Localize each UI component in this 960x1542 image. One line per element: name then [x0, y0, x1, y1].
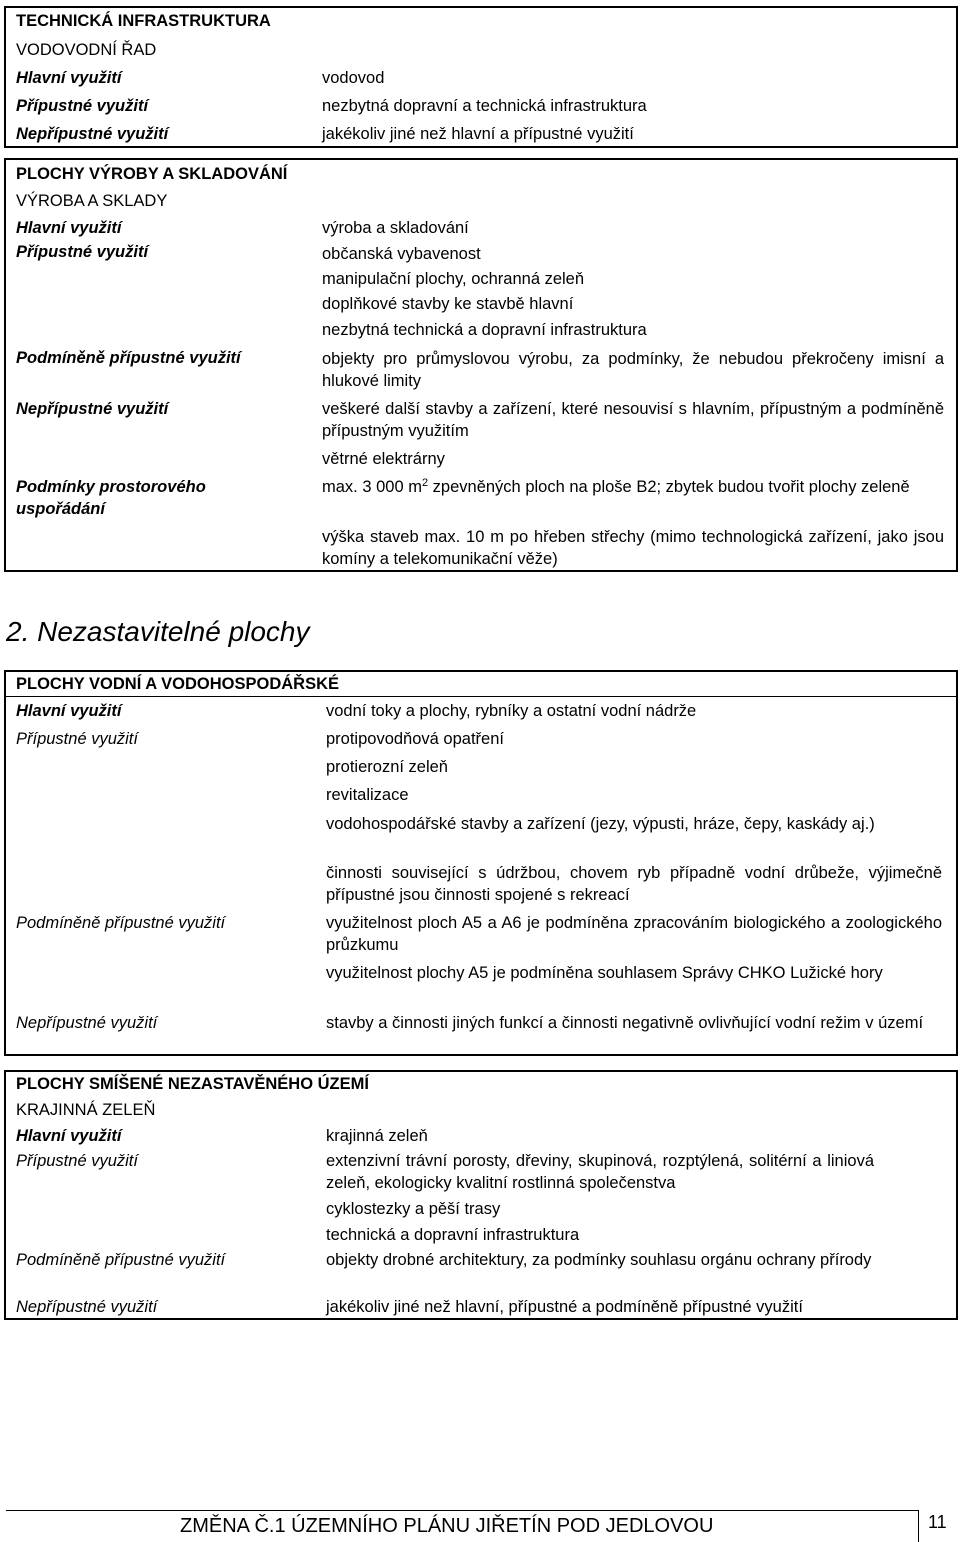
row-label-podminene: Podmíněně přípustné využití	[16, 1251, 226, 1269]
row-value-nepripustne: jakékoliv jiné než hlavní, přípustné a podmíněně přípustné využití	[326, 1298, 803, 1316]
row-label-hlavni: Hlavní využití	[16, 702, 122, 720]
row-value-podminene: objekty drobné architektury, za podmínky souhlasu orgánu ochrany přírody	[326, 1251, 872, 1269]
row-value-hlavni: krajinná zeleň	[326, 1127, 428, 1145]
footer-divider	[6, 1510, 918, 1511]
row-value-pripustne: nezbytná technická a dopravní infrastruktura	[322, 321, 647, 339]
section-title: TECHNICKÁ INFRASTRUKTURA	[16, 12, 271, 30]
row-value-pripustne: extenzivní trávní porosty, dřeviny, skupinová, rozptýlená, solitérní a liniová zeleň, ekologicky kvalitní rostlinná společenstva	[326, 1152, 874, 1192]
row-label-podminky: Podmínky prostorového	[16, 478, 206, 496]
text-fragment: max. 3 000 m	[322, 478, 422, 496]
row-value-podminene: využitelnost ploch A5 a A6 je podmíněna zpracováním biologického a zoologického průzkumu	[326, 914, 942, 954]
section-subtitle: VÝROBA A SKLADY	[16, 192, 168, 210]
footer-separator	[918, 1510, 919, 1542]
row-value-podminky	[322, 476, 944, 498]
section-title: PLOCHY SMÍŠENÉ NEZASTAVĚNÉHO ÚZEMÍ	[16, 1075, 369, 1093]
title-underline	[4, 696, 958, 697]
row-value-nepripustne: větrné elektrárny	[322, 450, 445, 468]
row-label-nepripustne: Nepřípustné využití	[16, 1298, 158, 1316]
footer-title: ZMĚNA Č.1 ÚZEMNÍHO PLÁNU JIŘETÍN POD JEDLOVOU	[180, 1515, 714, 1537]
row-value-pripustne: revitalizace	[326, 786, 409, 804]
row-label-pripustne: Přípustné využití	[16, 97, 149, 115]
superscript: 2	[421, 477, 429, 489]
row-label-hlavni: Hlavní využití	[16, 69, 122, 87]
row-value-hlavni: výroba a skladování	[322, 219, 469, 237]
row-value-nepripustne: jakékoliv jiné než hlavní a přípustné využití	[322, 125, 634, 143]
row-value-pripustne: občanská vybavenost	[322, 245, 481, 263]
row-label-nepripustne: Nepřípustné využití	[16, 125, 169, 143]
row-label-podminene: Podmíněně přípustné využití	[16, 349, 241, 367]
row-value-pripustne: technická a dopravní infrastruktura	[326, 1226, 580, 1244]
row-label-pripustne: Přípustné využití	[16, 1152, 138, 1170]
row-label-hlavni: Hlavní využití	[16, 1127, 122, 1145]
row-value-pripustne: nezbytná dopravní a technická infrastruktura	[322, 97, 647, 115]
section-title: PLOCHY VODNÍ A VODOHOSPODÁŘSKÉ	[16, 675, 340, 693]
row-value-pripustne: doplňkové stavby ke stavbě hlavní	[322, 295, 574, 313]
row-value-nepripustne: stavby a činnosti jiných funkcí a činnosti negativně ovlivňující vodní režim v území	[326, 1014, 924, 1032]
row-value-podminky: výška staveb max. 10 m po hřeben střechy (mimo technologická zařízení, jako jsou komíny a telekomunikační věže)	[322, 528, 944, 568]
row-value-pripustne: činnosti související s údržbou, chovem ryb případně vodní drůbeže, výjimečně přípustné jsou činnosti spojené s rekreací	[326, 864, 942, 904]
row-value-hlavni: vodní toky a plochy, rybníky a ostatní vodní nádrže	[326, 702, 697, 720]
section-subtitle: VODOVODNÍ ŘAD	[16, 41, 157, 59]
section-subtitle: KRAJINNÁ ZELEŇ	[16, 1101, 156, 1119]
row-value-nepripustne: veškeré další stavby a zařízení, které nesouvisí s hlavním, přípustným a podmíněně přípustným využitím	[322, 400, 944, 440]
row-value-pripustne: protierozní zeleň	[326, 758, 448, 776]
row-label-nepripustne: Nepřípustné využití	[16, 400, 169, 418]
section-title: PLOCHY VÝROBY A SKLADOVÁNÍ	[16, 165, 288, 183]
page-number: 11	[928, 1512, 947, 1532]
row-label-pripustne: Přípustné využití	[16, 243, 149, 261]
row-label-podminky: uspořádání	[16, 500, 105, 518]
row-value-hlavni: vodovod	[322, 69, 385, 87]
row-label-pripustne: Přípustné využití	[16, 730, 138, 748]
row-label-nepripustne: Nepřípustné využití	[16, 1014, 158, 1032]
row-value-podminene: objekty pro průmyslovou výrobu, za podmínky, že nebudou překročeny imisní a hlukové limity	[322, 350, 944, 390]
row-label-podminene: Podmíněně přípustné využití	[16, 914, 226, 932]
row-value-pripustne: vodohospodářské stavby a zařízení (jezy, výpusti, hráze, čepy, kaskády aj.)	[326, 815, 875, 833]
row-value-pripustne: protipovodňová opatření	[326, 730, 504, 748]
row-value-pripustne: manipulační plochy, ochranná zeleň	[322, 270, 585, 288]
row-value-pripustne: cyklostezky a pěší trasy	[326, 1200, 501, 1218]
page-heading: 2. Nezastavitelné plochy	[6, 616, 310, 647]
row-label-hlavni: Hlavní využití	[16, 219, 122, 237]
row-value-podminene: využitelnost plochy A5 je podmíněna souhlasem Správy CHKO Lužické hory	[326, 964, 883, 982]
text-fragment: zpevněných ploch na ploše B2; zbytek budou tvořit plochy zeleně	[428, 478, 910, 496]
